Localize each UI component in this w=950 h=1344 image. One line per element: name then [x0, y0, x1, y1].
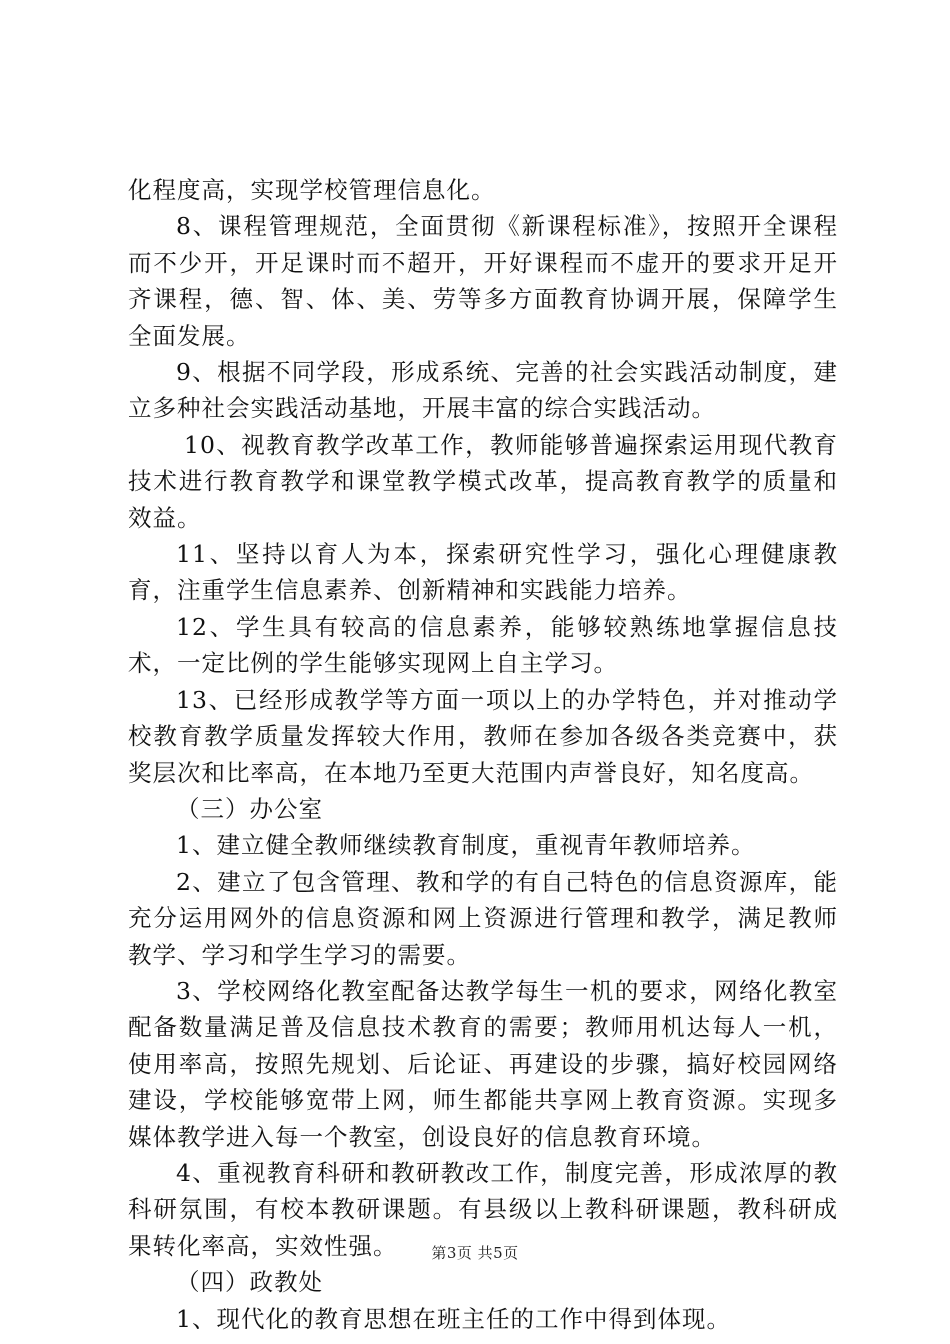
paragraph-office-item-3: 3、学校网络化教室配备达教学每生一机的要求，网络化教室配备数量满足普及信息技术教育的需要；教师用机达每人一机，使用率高，按照先规划、后论证、再建设的步骤，搞好校园网络建设，学校能够宽带上网，师生都能共享网上教育资源。实现多媒体教学进入每一个教室，创设良好的信息教育环境。 — [128, 976, 838, 1151]
paragraph-item-9: 9、根据不同学段，形成系统、完善的社会实践活动制度，建立多种社会实践活动基地，开展丰富的综合实践活动。 — [128, 358, 838, 423]
section-heading-political-education: （四）政教处 — [176, 1268, 323, 1297]
section-heading-office: （三）办公室 — [176, 794, 323, 823]
page-number: 第3页 共5页 — [431, 1244, 519, 1262]
paragraph-item-12: 12、学生具有较高的信息素养，能够较熟练地掌握信息技术，一定比例的学生能够实现网上自主学习。 — [128, 612, 838, 678]
paragraph-item-10: 10、视教育教学改革工作，教师能够普遍探索运用现代教育技术进行教育教学和课堂教学模式改革，提高教育教学的质量和效益。 — [128, 430, 838, 532]
paragraph-item-8: 8、课程管理规范，全面贯彻《新课程标准》，按照开全课程而不少开，开足课时而不超开，开好课程而不虚开的要求开足开齐课程，德、智、体、美、劳等多方面教育协调开展，保障学生全面发展。 — [128, 212, 838, 350]
document-body — [128, 172, 838, 1337]
paragraph-item-11: 11、坚持以育人为本，探索研究性学习，强化心理健康教育，注重学生信息素养、创新精神和实践能力培养。 — [128, 540, 838, 605]
paragraph-political-item-1: 1、现代化的教育思想在班主任的工作中得到体现。 — [176, 1304, 731, 1333]
page-footer — [0, 1242, 950, 1263]
paragraph-office-item-4: 4、重视教育科研和教研教改工作，制度完善，形成浓厚的教科研氛围，有校本教研课题。有县级以上教科研课题，教科研成果转化率高，实效性强。 — [128, 1158, 838, 1260]
paragraph-office-item-1: 1、建立健全教师继续教育制度，重视青年教师培养。 — [176, 831, 756, 860]
paragraph-continuation: 化程度高，实现学校管理信息化。 — [128, 176, 496, 204]
paragraph-office-item-2: 2、建立了包含管理、教和学的有自己特色的信息资源库，能充分运用网外的信息资源和网上资源进行管理和教学，满足教师教学、学习和学生学习的需要。 — [128, 867, 838, 969]
paragraph-item-13: 13、已经形成教学等方面一项以上的办学特色，并对推动学校教育教学质量发挥较大作用，教师在参加各级各类竞赛中，获奖层次和比率高，在本地乃至更大范围内声誉良好，知名度高。 — [128, 685, 838, 787]
